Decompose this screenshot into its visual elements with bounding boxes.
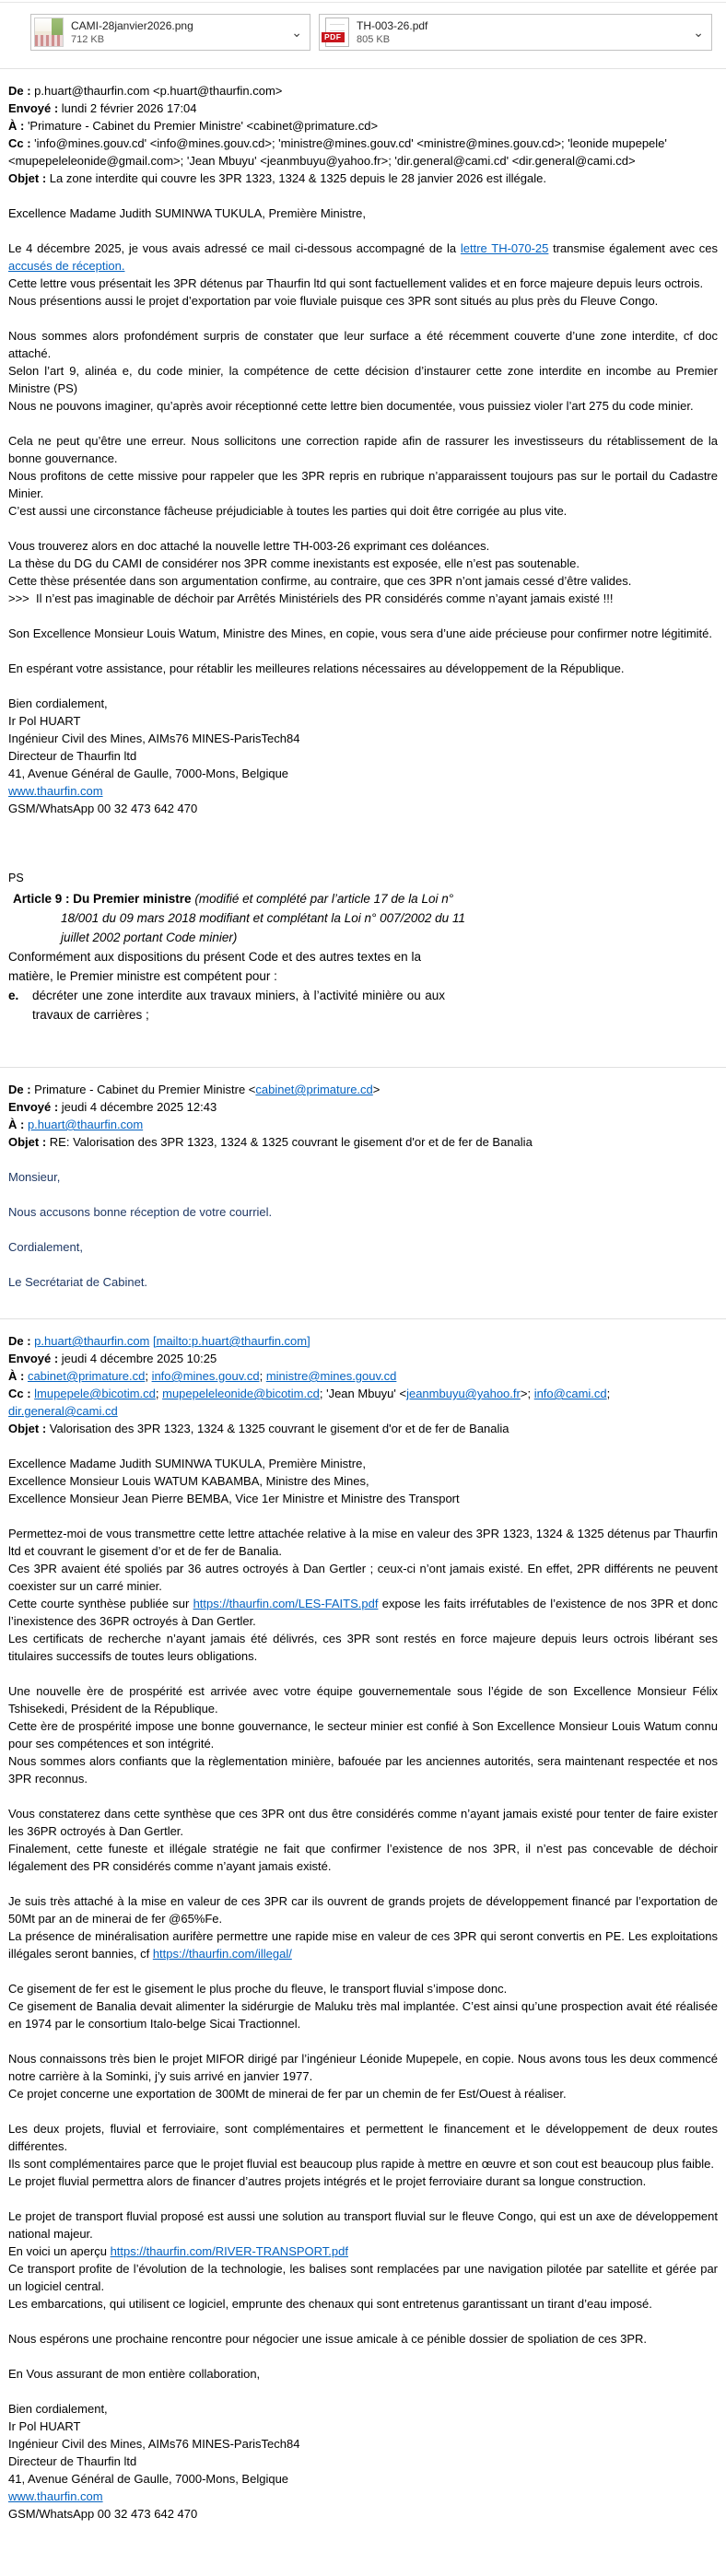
text-run: ;: [606, 1387, 611, 1400]
paragraph: [8, 1805, 718, 1840]
paragraph: [8, 205, 718, 222]
blank-line: [8, 1875, 718, 1892]
paragraph: [8, 782, 718, 800]
header-label: Cc :: [8, 1387, 35, 1400]
email-message-1: [0, 69, 726, 1067]
paragraph: [8, 1525, 718, 1560]
text-run: Je suis très attaché à la mise en valeur de ces 3PR car ils ouvrent de grands projets de développement financé par l’exportation de 50Mt par an de minerai de fer @65%Fe.: [8, 1894, 718, 1926]
text-run: Valorisation des 3PR 1323, 1324 & 1325 couvrant le gisement d'or et de fer de Banalia: [49, 1422, 509, 1435]
text-run: >: [372, 1083, 381, 1096]
blank-line: [8, 1665, 718, 1682]
text-run: Nous profitons de cette missive pour rappeler que les 3PR repris en rubrique n’apparaissent toujours pas sur le portail du Cadastre Minier.: [8, 469, 718, 500]
text-run: Excellence Madame Judith SUMINWA TUKULA, Première Ministre,: [8, 1457, 366, 1470]
blank-line: [8, 2190, 718, 2207]
attachment-card-pdf[interactable]: [319, 14, 712, 51]
text-run: transmise également avec ces: [548, 241, 718, 255]
paragraph: [8, 590, 718, 607]
paragraph: [8, 292, 718, 310]
text-run: Ingénieur Civil des Mines, AIMs76 MINES-ParisTech84: [8, 732, 300, 745]
text-run: Vous constaterez dans cette synthèse que ces 3PR ont dus être considérés comme n’ayant jamais existé pour tenter de faire exister les 36PR octroyés à Dan Gertler.: [8, 1807, 718, 1838]
header-line: [8, 82, 718, 100]
header-line: [8, 1367, 718, 1385]
text-run: ;: [259, 1369, 266, 1383]
hyperlink[interactable]: mupepeleleonide@bicotim.cd: [162, 1387, 320, 1400]
hyperlink[interactable]: [mailto:p.huart@thaurfin.com]: [153, 1334, 310, 1348]
text-run: En voici un aperçu: [8, 2244, 111, 2258]
text-run: Cette lettre vous présentait les 3PR détenus par Thaurfin ltd qui sont factuellement valides et en force majeure depuis leurs octrois.: [8, 276, 704, 290]
text-run: Conformément aux dispositions du présent Code et des autres textes en la matière, le Premier ministre est compétent pour :: [8, 950, 421, 983]
list-marker: e.: [8, 989, 19, 1002]
blank-line: [8, 607, 718, 625]
text-run: Nous sommes alors confiants que la règlementation minière, bafouée par les anciennes autorités, sera maintenant respectée et nos 3PR reconnus.: [8, 1754, 718, 1786]
text-run: décréter une zone interdite aux travaux miniers, à l’activité minière ou aux travaux de carrières ;: [32, 989, 445, 1022]
text-run: PS: [8, 872, 24, 884]
email-body: [8, 1437, 718, 2523]
text-run: GSM/WhatsApp 00 32 473 642 470: [8, 2507, 198, 2521]
blank-line: [8, 1787, 718, 1805]
attachment-name: CAMI-28janvier2026.png: [71, 18, 193, 32]
text-run: Nous sommes alors profondément surpris de constater que leur surface a été récemment couverte d’une zone interdite, cf doc attaché.: [8, 329, 718, 360]
hyperlink[interactable]: cabinet@primature.cd: [255, 1083, 373, 1096]
header-line: [8, 1385, 718, 1420]
text-run: Finalement, cette funeste et illégale stratégie ne fait que confirmer l’existence de nos 3PR, il n’est pas concevable de déchoir légalement des PR considérés comme n’ayant jamais existé.: [8, 1842, 718, 1873]
email-headers: [8, 1081, 718, 1151]
text-run: Les certificats de recherche n’ayant jamais été délivrés, ces 3PR sont restés en force majeure depuis leurs octrois libérant ses titulaires successifs de toutes leurs obligations.: [8, 1632, 718, 1663]
header-line: [8, 117, 718, 135]
header-label: Envoyé :: [8, 1352, 62, 1365]
text-run: p.huart@thaurfin.com <p.huart@thaurfin.com>: [34, 84, 283, 98]
paragraph: [8, 2400, 718, 2418]
text-run: Monsieur,: [8, 1170, 61, 1184]
paragraph: [8, 2120, 718, 2155]
hyperlink[interactable]: https://thaurfin.com/illegal/: [152, 1947, 292, 1961]
paragraph: [8, 1595, 718, 1630]
email-message-3: [0, 1319, 726, 2576]
paragraph: [8, 800, 718, 817]
paragraph: [8, 2505, 718, 2523]
paragraph: [8, 1455, 718, 1472]
text-run: Directeur de Thaurfin ltd: [8, 2454, 137, 2468]
text-run: Directeur de Thaurfin ltd: [8, 749, 137, 763]
header-line: [8, 1081, 718, 1098]
blank-line: [8, 1186, 718, 1203]
hyperlink[interactable]: info@cami.cd: [533, 1387, 607, 1400]
text-run: Excellence Madame Judith SUMINWA TUKULA, Première Ministre,: [8, 206, 366, 220]
header-line: [8, 135, 718, 170]
paragraph: [8, 625, 718, 642]
chevron-down-icon[interactable]: ⌄: [291, 25, 302, 40]
text-run: C’est aussi une circonstance fâcheuse préjudiciable à toutes les parties qui doit être corrigée au plus vite.: [8, 504, 568, 518]
paragraph: [8, 1980, 718, 1997]
paragraph: [8, 1927, 718, 1962]
paragraph: [8, 2295, 718, 2313]
text-run: Cela ne peut qu’être une erreur. Nous sollicitons une correction rapide afin de rassurer les investisseurs du rétablissement de la bonne gouvernance.: [8, 434, 718, 465]
hyperlink[interactable]: lmupepele@bicotim.cd: [34, 1387, 156, 1400]
paragraph: [8, 2365, 718, 2383]
hyperlink[interactable]: p.huart@thaurfin.com: [34, 1334, 150, 1348]
paragraph: [8, 327, 718, 362]
blank-line: [8, 222, 718, 240]
blank-line: [8, 1962, 718, 1980]
text-run: RE: Valorisation des 3PR 1323, 1324 & 1325 couvrant le gisement d'or et de fer de Banalia: [49, 1135, 533, 1149]
text-run: Article 9 : Du Premier ministre: [13, 892, 195, 906]
paragraph: [8, 1472, 718, 1490]
paragraph: [8, 537, 718, 555]
text-run: Excellence Monsieur Louis WATUM KABAMBA, Ministre des Mines,: [8, 1474, 369, 1488]
text-run: Une nouvelle ère de prospérité est arrivée avec votre équipe gouvernementale sous l’égide de son Excellence Monsieur Félix Tshisekedi, Président de la République.: [8, 1684, 718, 1715]
text-run: >>> Il n’est pas imaginable de déchoir par Arrêtés Ministériels des PR considérés comme n’ayant jamais existé !!!: [8, 591, 614, 605]
header-label: De :: [8, 1334, 35, 1348]
blank-line: [8, 415, 718, 432]
text-run: Les embarcations, qui utilisent ce logiciel, emprunte des chenaux qui sont entretenus garantissant un tirant d’eau imposé.: [8, 2297, 652, 2311]
blank-line: [8, 1221, 718, 1238]
text-run: Ir Pol HUART: [8, 2419, 81, 2433]
text-run: Vous trouverez alors en doc attaché la nouvelle lettre TH-003-26 exprimant ces doléances.: [8, 539, 490, 553]
header-label: À :: [8, 119, 28, 133]
blank-line: [8, 642, 718, 660]
hyperlink[interactable]: https://thaurfin.com/LES-FAITS.pdf: [193, 1597, 379, 1610]
email-headers: [8, 82, 718, 187]
attachment-size: 805 KB: [357, 33, 391, 45]
text-run: ;: [155, 1387, 163, 1400]
hyperlink[interactable]: accusés de réception.: [8, 259, 125, 273]
blank-line: [8, 817, 718, 835]
text-run: >;: [520, 1387, 534, 1400]
paragraph: [8, 2488, 718, 2505]
paragraph: [8, 2470, 718, 2488]
text-run: La thèse du DG du CAMI de considérer nos 3PR comme inexistants est exposée, elle n’est pas soutenable.: [8, 556, 580, 570]
paragraph: [8, 2172, 718, 2190]
blank-line: [8, 187, 718, 205]
text-run: Le 4 décembre 2025, je vous avais adressé ce mail ci-dessous accompagné de la: [8, 241, 461, 255]
paragraph: [8, 695, 718, 712]
text-run: Le projet de transport fluvial proposé est aussi une solution au transport fluvial sur le fleuve Congo, qui est un axe de développement national majeur.: [8, 2209, 718, 2241]
pdf-icon: [325, 18, 349, 47]
text-run: Ce gisement de Banalia devait alimenter la sidérurgie de Maluku très mal implantée. C’est ainsi qu’une prospection avait été réalisée en 1974 par le consortium Italo-belge Sicai Tractionnel.: [8, 1999, 718, 2031]
hyperlink[interactable]: dir.general@cami.cd: [8, 1404, 118, 1418]
text-run: Bien cordialement,: [8, 2402, 108, 2416]
text-run: 41, Avenue Général de Gaulle, 7000-Mons, Belgique: [8, 2472, 289, 2486]
blank-line: [8, 2313, 718, 2330]
text-run: Le Secrétariat de Cabinet.: [8, 1275, 148, 1289]
text-run: Ces 3PR avaient été spoliés par 36 autres octroyés à Dan Gertler ; ceux-ci n’ont jamais existé. En effet, 2PR différents ne peuvent coexister sur un carré minier.: [8, 1562, 718, 1593]
text-run: expose les faits irréfutables de l’existence de nos 3PR et donc l’inexistence des 36PR octroyés à Dan Gertler.: [8, 1597, 718, 1628]
header-label: À :: [8, 1118, 28, 1131]
text-run: Ce gisement de fer est le gisement le plus proche du fleuve, le transport fluvial s’impose donc.: [8, 1982, 508, 1996]
paragraph: [8, 397, 718, 415]
header-line: [8, 1350, 718, 1367]
header-label: Envoyé :: [8, 101, 62, 115]
text-run: Cette ère de prospérité impose une bonne gouvernance, le secteur minier est confié à Son Excellence Monsieur Louis Watum connu pour ses compétences et son intégrité.: [8, 1719, 718, 1751]
text-run: jeudi 4 décembre 2025 12:43: [61, 1100, 217, 1114]
text-run: Ir Pol HUART: [8, 714, 81, 728]
attachment-card-image[interactable]: [30, 14, 310, 51]
text-run: Ingénieur Civil des Mines, AIMs76 MINES-ParisTech84: [8, 2437, 300, 2451]
paragraph: [8, 712, 718, 730]
hyperlink[interactable]: www.thaurfin.com: [8, 2489, 103, 2503]
paragraph: [8, 2207, 718, 2242]
text-run: La présence de minéralisation aurifère permettre une rapide mise en valeur de ces 3PR qui seront convertis en PE. Les exploitations illégales seront bannies, cf: [8, 1929, 718, 1961]
paragraph: [8, 1203, 718, 1221]
paragraph: [8, 467, 718, 502]
hyperlink[interactable]: p.huart@thaurfin.com: [27, 1118, 144, 1131]
text-run: Cette thèse présentée dans son argumentation confirme, au contraire, que ces 3PR n’ont jamais cessé d’être valides.: [8, 574, 632, 588]
header-line: [8, 100, 718, 117]
paragraph: [8, 1682, 718, 1717]
paragraph: [8, 362, 718, 397]
header-line: [8, 1116, 718, 1133]
blank-line: [8, 835, 718, 852]
paragraph: [8, 2418, 718, 2435]
paragraph: [8, 1168, 718, 1186]
blank-line: [8, 2102, 718, 2120]
paragraph: [8, 502, 718, 520]
blank-line: [8, 520, 718, 537]
paragraph: [8, 240, 718, 275]
hyperlink[interactable]: ministre@mines.gouv.cd: [265, 1369, 397, 1383]
text-run: Cordialement,: [8, 1240, 83, 1254]
attachment-size: 712 KB: [71, 33, 105, 45]
paragraph: [8, 660, 718, 677]
text-run: ;: [145, 1369, 152, 1383]
text-run: Nous connaissons très bien le projet MIFOR dirigé par l’ingénieur Léonide Mupepele, en copie. Nous avons tous les deux commencé notre carrière à la Sominki, j’y suis arrivé en janvier 1977.: [8, 2052, 718, 2083]
hyperlink[interactable]: lettre TH-070-25: [460, 241, 549, 255]
text-run: Les deux projets, fluvial et ferroviaire, sont complémentaires et permettent le financement et le développement de deux routes différentes.: [8, 2122, 718, 2153]
paragraph: [8, 986, 445, 1025]
paragraph: [8, 1752, 718, 1787]
header-label: À :: [8, 1369, 28, 1383]
blank-line: [8, 310, 718, 327]
text-run: Le projet fluvial permettra alors de financer d’autres projets intégrés et le projet ferroviaire durant sa longue construction.: [8, 2174, 647, 2188]
text-run: ; 'Jean Mbuyu' <: [319, 1387, 407, 1400]
attachment-name: TH-003-26.pdf: [357, 18, 428, 32]
email-body: [8, 1151, 718, 1291]
paragraph: [8, 1840, 718, 1875]
text-run: 'Primature - Cabinet du Premier Ministre' <cabinet@primature.cd>: [27, 119, 379, 133]
text-run: 'info@mines.gouv.cd' <info@mines.gouv.cd>; 'ministre@mines.gouv.cd' <ministre@mines.gouv.cd>; 'leonide mupepele' <mupepeleleonide@gmail.com>; 'Jean Mbuyu' <jeanmbuyu@yahoo.fr>; 'dir.general@cami.cd' <dir.general@cami.cd>: [8, 136, 667, 168]
header-label: De :: [8, 1083, 35, 1096]
text-run: Primature - Cabinet du Premier Ministre <: [34, 1083, 256, 1096]
text-run: La zone interdite qui couvre les 3PR 1323, 1324 & 1325 depuis le 28 janvier 2026 est illégale.: [49, 171, 546, 185]
hyperlink[interactable]: info@mines.gouv.cd: [151, 1369, 260, 1383]
text-run: Nous ne pouvons imaginer, qu’après avoir réceptionné cette lettre bien documentée, vous puissiez violer l’art 275 du code minier.: [8, 399, 694, 413]
paragraph: [8, 2260, 718, 2295]
text-run: Excellence Monsieur Jean Pierre BEMBA, Vice 1er Ministre et Ministre des Transport: [8, 1492, 460, 1505]
text-run: En espérant votre assistance, pour rétablir les meilleures relations nécessaires au développement de la République.: [8, 662, 625, 675]
paragraph: [8, 730, 718, 747]
text-run: Son Excellence Monsieur Louis Watum, Ministre des Mines, en copie, vous sera d’une aide précieuse pour confirmer notre légitimité.: [8, 626, 712, 640]
paragraph: [8, 2435, 718, 2453]
paragraph: [8, 1630, 718, 1665]
blank-line: [8, 1507, 718, 1525]
header-line: [8, 1098, 718, 1116]
text-run: Ils sont complémentaires parce que le projet fluvial est beaucoup plus rapide à mettre en œuvre et son cout est beaucoup plus faible.: [8, 2157, 714, 2171]
hyperlink[interactable]: https://thaurfin.com/RIVER-TRANSPORT.pdf: [110, 2244, 348, 2258]
blank-line: [8, 1151, 718, 1168]
text-run: Nous accusons bonne réception de votre courriel.: [8, 1205, 273, 1219]
header-line: [8, 1420, 718, 1437]
paragraph: [8, 765, 718, 782]
blank-line: [8, 2383, 718, 2400]
hyperlink[interactable]: jeanmbuyu@yahoo.fr: [406, 1387, 521, 1400]
email-message-2: [0, 1068, 726, 1318]
paragraph: [8, 1717, 718, 1752]
paragraph: [8, 1560, 718, 1595]
text-run: En Vous assurant de mon entière collaboration,: [8, 2367, 261, 2381]
hyperlink[interactable]: www.thaurfin.com: [8, 784, 103, 798]
pdf-badge: PDF: [322, 32, 345, 42]
paragraph: [8, 2085, 718, 2102]
email-headers: [8, 1332, 718, 1437]
text-run: 41, Avenue Général de Gaulle, 7000-Mons, Belgique: [8, 767, 289, 780]
text-run: jeudi 4 décembre 2025 10:25: [61, 1352, 217, 1365]
chevron-down-icon[interactable]: ⌄: [693, 25, 704, 40]
attachments-bar: [0, 0, 726, 69]
blank-line: [8, 677, 718, 695]
header-label: Cc :: [8, 136, 35, 150]
text-run: Ce projet concerne une exportation de 300Mt de minerai de fer par un chemin de fer Est/Ouest à réaliser.: [8, 2087, 567, 2101]
paragraph: [8, 432, 718, 467]
paragraph: [8, 870, 718, 887]
text-run: GSM/WhatsApp 00 32 473 642 470: [8, 802, 198, 815]
hyperlink[interactable]: cabinet@primature.cd: [27, 1369, 146, 1383]
header-label: Objet :: [8, 1135, 50, 1149]
paragraph: [8, 555, 718, 572]
blank-line: [8, 2032, 718, 2050]
paragraph: [8, 889, 494, 947]
image-thumbnail: [34, 18, 64, 47]
paragraph: [8, 1997, 718, 2032]
blank-line: [8, 2348, 718, 2365]
text-run: Nous espérons une prochaine rencontre pour négocier une issue amicale à ce pénible dossier de spoliation de ces 3PR.: [8, 2332, 648, 2346]
paragraph: [8, 947, 421, 986]
header-label: Objet :: [8, 1422, 50, 1435]
paragraph: [8, 1892, 718, 1927]
header-line: [8, 1133, 718, 1151]
paragraph: [8, 747, 718, 765]
paragraph: [8, 2453, 718, 2470]
paragraph: [8, 2050, 718, 2085]
text-run: Selon l’art 9, alinéa e, du code minier, la compétence de cette décision d’instaurer cette zone interdite en incombe au Premier Ministre (PS): [8, 364, 718, 395]
paragraph: [8, 2155, 718, 2172]
paragraph: [8, 2242, 718, 2260]
header-line: [8, 170, 718, 187]
text-run: Ce transport profite de l’évolution de la technologie, les balises sont remplacées par une navigation pilotée par satellite et gérée par un logiciel central.: [8, 2262, 718, 2293]
header-line: [8, 1332, 718, 1350]
blank-line: [8, 1437, 718, 1455]
paragraph: [8, 1238, 718, 1256]
header-label: Envoyé :: [8, 1100, 62, 1114]
text-run: Bien cordialement,: [8, 697, 108, 710]
text-run: Permettez-moi de vous transmettre cette lettre attachée relative à la mise en valeur des 3PR 1323, 1324 & 1325 détenus par Thaurfin ltd et couvrant le gisement d’or et de fer de Banalia.: [8, 1527, 718, 1558]
text-run: Nous présentions aussi le projet d’exportation par voie fluviale puisque ces 3PR sont situés au plus près du Fleuve Congo.: [8, 294, 659, 308]
blank-line: [8, 1256, 718, 1273]
header-label: De :: [8, 84, 35, 98]
paragraph: [8, 1273, 718, 1291]
text-run: Cette courte synthèse publiée sur: [8, 1597, 193, 1610]
header-label: Objet :: [8, 171, 50, 185]
text-run: lundi 2 février 2026 17:04: [61, 101, 197, 115]
text-run: (modifié et complété par l’article 17 de la Loi n° 18/001 du 09 mars 2018 modifiant et complétant la Loi n° 007/2002 du 11 juillet 2002 portant Code minier): [61, 892, 465, 944]
blank-line: [8, 852, 718, 870]
paragraph: [8, 2330, 718, 2348]
email-body: [8, 187, 718, 1025]
paragraph: [8, 275, 718, 292]
paragraph: [8, 572, 718, 590]
paragraph: [8, 1490, 718, 1507]
